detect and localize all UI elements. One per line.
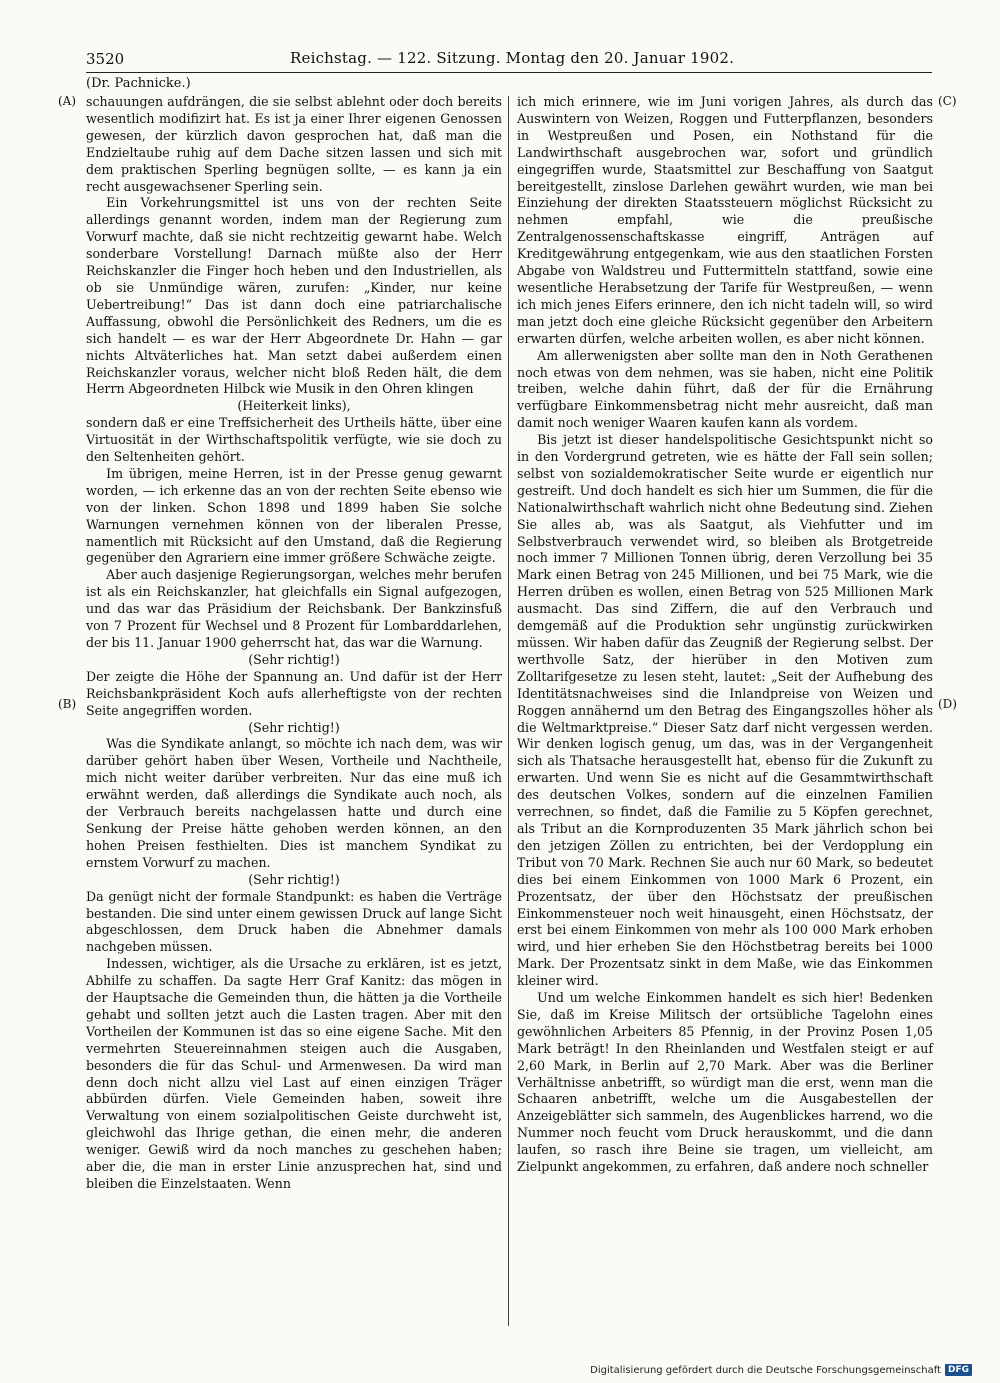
paragraph: schauungen aufdrängen, die sie selbst ablehnt oder doch bereits wesentlich modifizirt hat. Es ist ja einer Ihrer eigenen Genossen gewesen, der kürzlich davon gesprochen hat, daß man die Endzieltaube ruhig auf dem Dache sitzen lassen und sich mit dem praktischen Sperling begnügen sollte, — es kann ja ein recht ausgewachsener Sperling sein. bbox=[86, 94, 502, 194]
paragraph: Der zeigte die Höhe der Spannung an. Und dafür ist der Herr Reichsbankpräsident Koch aufs allerheftigste von der rechten Seite angegriffen worden. bbox=[86, 668, 502, 718]
speaker-tag: (Dr. Pachnicke.) bbox=[86, 76, 191, 91]
paragraph: Was die Syndikate anlangt, so möchte ich nach dem, was wir darüber gehört haben über Wesen, Vortheile und Nachtheile, mich nicht weiter darüber verbreiten. Nur das eine muß ich erwähnt werden, daß allerdings die Syndikate auch noch, als der Verbrauch bereits nachgelassen hatte und durch eine Senkung der Preise hätte gehoben werden können, an den hohen Preisen festhielten. Dies ist manchem Syndikat zu ernstem Vorwurf zu machen. bbox=[86, 736, 502, 870]
right-column bbox=[517, 94, 933, 1176]
paragraph: Aber auch dasjenige Regierungsorgan, welches mehr berufen ist als ein Reichskanzler, hat gleichfalls ein Signal aufgezogen, und das war das Präsidium der Reichsbank. Der Bankzinsfuß von 7 Prozent für Wechsel und 8 Prozent für Lombarddarlehen, der bis 11. Januar 1900 geherrscht hat, das war die Warnung. bbox=[86, 567, 502, 650]
header-rule bbox=[86, 72, 932, 73]
interjection: (Sehr richtig!) bbox=[248, 651, 340, 667]
paragraph: sondern daß er eine Treffsicherheit des Urtheils hätte, über eine Virtuosität in der Wirthschaftspolitik verfügte, wie sie doch zu den Seltenheiten gehört. bbox=[86, 415, 502, 465]
margin-mark-a: (A) bbox=[58, 94, 77, 108]
interjection: (Sehr richtig!) bbox=[248, 719, 340, 735]
column-divider bbox=[508, 96, 509, 1326]
interjection: (Sehr richtig!) bbox=[248, 871, 340, 887]
paragraph: Im übrigen, meine Herren, ist in der Presse genug gewarnt worden, — ich erkenne das an von der rechten Seite ebenso wie von der linken. Schon 1898 und 1899 haben Sie solche Warnungen vernehmen können von der liberalen Presse, namentlich mit Rücksicht auf den Umstand, daß die Regierung gegenüber den Agrariern eine immer größere Schwäche zeigte. bbox=[86, 465, 502, 566]
running-head: Reichstag. — 122. Sitzung. Montag den 20. Januar 1902. bbox=[290, 49, 735, 67]
paragraph: Indessen, wichtiger, als die Ursache zu erklären, ist es jetzt, Abhilfe zu schaffen. Da sagte Herr Graf Kanitz: das mögen in der Hauptsache die Gemeinden thun, die hätten ja die Vortheile gehabt und sollten jetzt auch die Lasten tragen. Aber mit den Vortheilen der Kommunen ist das so eine eigene Sache. Mit den vermehrten Steuereinnahmen steigen auch die Ausgaben, besonders die für das Schul- und Armenwesen. Da wird man denn doch nicht allzu viel Last auf einen einzigen Träger abbürden dürfen. Viele Gemeinden haben, soweit ihre Verwaltung von einem sozialpolitischen Geiste durchweht ist, gleichwohl das Ihrige gethan, die einen mehr, die anderen weniger. Gewiß wird da noch manches zu geschehen haben; aber die, die man in erster Linie anzusprechen hat, sind und bleiben die Einzelstaaten. Wenn bbox=[86, 956, 502, 1191]
paragraph: Bis jetzt ist dieser handelspolitische Gesichtspunkt nicht so in den Vordergrund getreten, wie es hätte der Fall sein sollen; selbst von sozialdemokratischer Seite wurde er eigentlich nur gestreift. Und doch handelt es sich hier um Summen, die für die Nationalwirthschaft wahrlich nicht ohne Bedeutung sind. Ziehen Sie alles ab, was als Saatgut, als Viehfutter und im Selbstverbrauch verwendet wird, so bleiben als Brotgetreide noch immer 7 Millionen Tonnen übrig, deren Verzollung bei 35 Mark einen Betrag von 245 Millionen, und bei 75 Mark, wie die Herren drüben es wollen, einen Betrag von 525 Millionen Mark ausmacht. Das sind Ziffern, die auf den Verbrauch und demgemäß auf die Produktion sehr ungünstig zurückwirken müssen. Wir haben dafür das Zeugniß der Regierung selbst. Der werthvolle Satz, der hierüber in den Motiven zum Zolltarifgesetze zu lesen steht, lautet: „Seit der Aufhebung des Identitätsnachweises sind die Inlandpreise von Weizen und Roggen annähernd um den Betrag des Eingangszolles höher als die Weltmarktpreise.“ Dieser Satz darf nicht vergessen werden. Wir denken logisch genug, um das, was in der Vergangenheit sich als Thatsache herausgestellt hat, ebenso für die Zukunft zu erwarten. Und wenn Sie es nicht auf die Gesammtwirthschaft des deutschen Volkes, sondern auf die einzelnen Familien verrechnen, so findet, daß die Familie zu 5 Köpfen gerechnet, als Tribut an die Kornproduzenten 35 Mark jährlich schon bei den jetzigen Zöllen zu entrichten, bei der Verdopplung ein Tribut von 70 Mark. Rechnen Sie auch nur 60 Mark, so bedeutet dies bei einem Einkommen von 1000 Mark 6 Prozent, ein Prozentsatz, der über den Höchstsatz der preußischen Einkommensteuer noch weit hinausgeht, einen Höchstsatz, der erst bei einem Einkommen von mehr als 100 000 Mark erhoben wird, und hier erheben Sie den Höchstbetrag bereits bei 1000 Mark. Der Prozentsatz sinkt in dem Maße, wie das Einkommen kleiner wird. bbox=[517, 432, 933, 989]
left-column bbox=[86, 94, 502, 1193]
footer bbox=[590, 1364, 972, 1376]
dfg-logo: DFG bbox=[945, 1364, 972, 1376]
paragraph: Und um welche Einkommen handelt es sich hier! Bedenken Sie, daß im Kreise Militsch der ortsübliche Tagelohn eines gewöhnlichen Arbeiters 85 Pfennig, in der Provinz Posen 1,05 Mark beträgt! In den Rheinlanden und Westfalen steigt er auf 2,60 Mark, in Berlin auf 2,70 Mark. Aber was die Berliner Verhältnisse anbetrifft, so würdigt man die erst, wenn man die Schaaren anbetrifft, welche um die Ausgabestellen der Anzeigeblätter sich sammeln, des Augenblickes harrend, wo die Nummer noch feucht vom Druck herauskommt, und die dann laufen, so rasch ihre Beine sie tragen, um vielleicht, am Zielpunkt angekommen, zu erfahren, daß andere noch schneller bbox=[517, 990, 933, 1175]
margin-mark-d: (D) bbox=[938, 697, 957, 711]
paragraph: Da genügt nicht der formale Standpunkt: es haben die Verträge bestanden. Die sind unter einem gewissen Druck auf lange Sicht abgeschlossen, dem Druck haben die Abnehmer damals nachgeben müssen. bbox=[86, 888, 502, 955]
interjection: (Heiterkeit links), bbox=[237, 398, 351, 414]
page-number: 3520 bbox=[86, 50, 125, 68]
paragraph: Am allerwenigsten aber sollte man den in Noth Gerathenen noch etwas von dem nehmen, was sie haben, nicht eine Politik treiben, welche dahin führt, daß der für die Ernährung verfügbare Einkommensbetrag nicht mehr ausreicht, daß man damit noch weniger Waaren kaufen kann als vordem. bbox=[517, 347, 933, 431]
margin-mark-b: (B) bbox=[58, 697, 77, 711]
footer-text: Digitalisierung gefördert durch die Deutsche Forschungsgemeinschaft bbox=[590, 1364, 941, 1376]
paragraph: Ein Vorkehrungsmittel ist uns von der rechten Seite allerdings genannt worden, indem man der Regierung zum Vorwurf machte, daß sie nicht rechtzeitig gewarnt habe. Welch sonderbare Vorstellung! Darnach müßte also der Herr Reichskanzler die Finger hoch heben und den Industriellen, als ob sie Unmündige wären, zurufen: „Kinder, nur keine Uebertreibung!“ Das ist dann doch eine patriarchalische Auffassung, obwohl die Persönlichkeit des Redners, um die es sich handelt — es war der Herr Abgeordnete Dr. Hahn — gar nichts Altväterliches hat. Man setzt dabei außerdem einen Reichskanzler voraus, welcher nicht bloß Reden hält, die dem Herrn Abgeordneten Hilbck wie Musik in den Ohren klingen bbox=[86, 195, 502, 397]
paragraph: ich mich erinnere, wie im Juni vorigen Jahres, als durch das Auswintern von Weizen, Roggen und Futterpflanzen, besonders in Westpreußen und Posen, ein Nothstand für die Landwirthschaft ausgebrochen war, sofort und gründlich eingegriffen wurde, Staatsmittel zur Beschaffung von Saatgut bereitgestellt, zinslose Darlehen gewährt wurden, wie man bei Einziehung der direkten Staatssteuern möglichst Rücksicht zu nehmen empfahl, wie die preußische Zentralgenossenschaftskasse eingriff, Anträgen auf Kreditgewährung entgegenkam, wie aus den staatlichen Forsten Abgabe von Waldstreu und Futtermitteln stattfand, sowie eine wesentliche Herabsetzung der Tarife für Westpreußen, — wenn ich mich jenes Eifers erinnere, den ich nicht tadeln will, so wird man jetzt doch eine gleiche Rücksicht gegenüber den Arbeitern erwarten dürfen, welche arbeiten wollen, es aber nicht können. bbox=[517, 94, 933, 346]
margin-mark-c: (C) bbox=[938, 94, 957, 108]
